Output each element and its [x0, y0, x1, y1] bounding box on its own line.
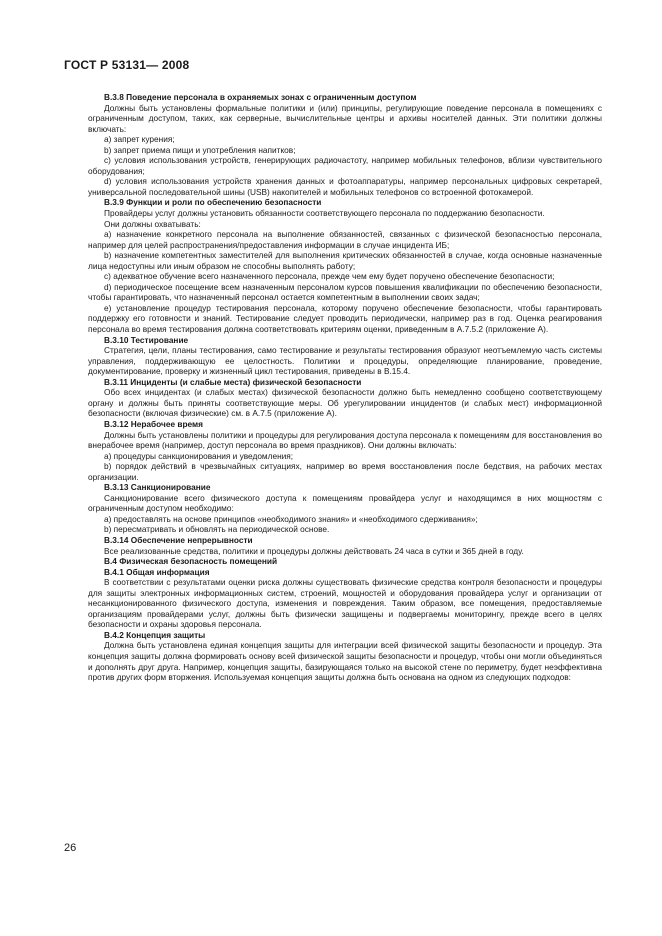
paragraph: a) процедуры санкционирования и уведомления; [104, 450, 294, 461]
paragraph: Должны быть установлены формальные политики и (или) принципы, регулирующие поведение персонала в помещениях с ограниченным доступом, таких, как серверные, вычислительные центры и архивы носителей данных. Эти политики должны включать: [88, 102, 602, 134]
section-heading: B.4.1 Общая информация [104, 566, 210, 577]
paragraph: a) назначение конкретного персонала на выполнение обязанностей, связанных с физической безопасностью персонала, например для целей распространения/предоставления информации в случае инцидента ИБ; [88, 229, 602, 250]
paragraph: Провайдеры услуг должны установить обязанности соответствующего персонала по поддержанию безопасности. [104, 208, 545, 219]
section-heading: B.3.10 Тестирование [104, 334, 189, 345]
document-body [88, 92, 602, 683]
paragraph: a) предоставлять на основе принципов «необходимого знания» и «необходимого сдерживания»; [104, 513, 478, 524]
paragraph: e) установление процедур тестирования персонала, которому поручено обеспечение безопасности, чтобы гарантировать поддержку его готовности и знаний. Тестирование следует проводить периодически, например раз в год. Оценка реагирования персонала во время тестирования должна соответствовать критериям оценки, приведенным в A.7.5.2 (приложение A). [88, 302, 602, 335]
section-heading: B.3.8 Поведение персонала в охраняемых зонах с ограниченным доступом [104, 92, 417, 102]
paragraph: b) назначение компетентных заместителей для выполнения критических обязанностей в случае, когда основные назначенные лица недоступны или иным образом не способны выполнять работу; [88, 250, 602, 271]
paragraph: b) запрет приема пищи и употребления напитков; [104, 144, 296, 155]
paragraph: Должны быть установлены политики и процедуры для регулирования доступа персонала к помещениям для восстановления во внерабочее время (например, доступ персонала во время праздников). Они должны включать: [88, 429, 602, 451]
paragraph: d) условия использования устройств хранения данных и фотоаппаратуры, например персональных цифровых секретарей, универсальной последовательной шины (USB) накопителей и мобильных телефонов со встроенной фотокамерой. [88, 176, 602, 197]
paragraph: Должна быть установлена единая концепция защиты для интеграции всей физической защиты безопасности и процедур. Эта концепция защиты должна формировать основу всей физической защиты безопасности и процедур, чтобы они могли объединяться и дополнять друг друга. Например, концепция защиты, базирующаяся только на высокой стене по периметру, будет неэффективна против других форм вторжения. Используемая концепция защиты должна быть основана на одном из следующих подходов: [88, 640, 602, 683]
section-heading: B.3.13 Санкционирование [104, 482, 211, 493]
section-heading: B.4.2 Концепция защиты [104, 629, 206, 640]
section-heading: B.4 Физическая безопасность помещений [104, 556, 278, 567]
paragraph: Санкционирование всего физического доступа к помещениям провайдера услуг и находящимся в них мощностям с ограниченным доступом необходимо: [88, 492, 602, 514]
paragraph: c) адекватное обучение всего назначенного персонала, прежде чем ему будет поручено обеспечение безопасности; [104, 271, 555, 282]
paragraph: b) пересматривать и обновлять на периодической основе. [104, 524, 330, 535]
page-number: 26 [64, 842, 77, 854]
paragraph: В соответствии с результатами оценки риска должны существовать физические средства контроля безопасности и процедуры для защиты электронных информационных систем, строений, мощностей и оборудования провайдера услуг и организации от несанкционированного физического доступа, изменения и повреждения. Таким образом, все помещения, предоставляемые организациям провайдерами услуг, должны быть физически защищены и подвергаемы мониторингу, прежде всего в целях безопасности и охраны здоровья персонала. [88, 577, 602, 630]
paragraph: Стратегия, цели, планы тестирования, само тестирование и результаты тестирования образуют неотъемлемую часть системы управления, поддерживающую ее целостность. Политики и процедуры, определяющие планирование, проведение, документирование, проверку и жизненный цикл тестирования, приведены в B.15.4. [88, 345, 602, 377]
document-header: ГОСТ Р 53131— 2008 [64, 58, 190, 72]
paragraph: Обо всех инцидентах (и слабых местах) физической безопасности должно быть немедленно сообщено соответствующему органу и должны быть приняты соответствующие меры. Об урегулировании инцидентов (и слабых мест) информационной безопасности (включая физические) см. в A.7.5 (приложение A). [88, 387, 602, 419]
paragraph: c) условия использования устройств, генерирующих радиочастоту, например мобильных телефонов, вблизи чувствительного оборудования; [88, 155, 602, 176]
paragraph: b) порядок действий в чрезвычайных ситуациях, например во время восстановления после бедствия, на рабочих местах организации. [88, 461, 602, 482]
paragraph: Они должны охватывать: [104, 218, 201, 229]
paragraph: Все реализованные средства, политики и процедуры должны действовать 24 часа в сутки и 365 дней в году. [104, 545, 524, 556]
section-heading: B.3.11 Инциденты (и слабые места) физической безопасности [104, 376, 362, 387]
section-heading: B.3.9 Функции и роли по обеспечению безопасности [104, 197, 322, 208]
paragraph: a) запрет курения; [104, 134, 175, 145]
section-heading: B.3.14 Обеспечение непрерывности [104, 534, 253, 545]
section-heading: B.3.12 Нерабочее время [104, 418, 204, 429]
paragraph: d) периодическое посещение всем назначенным персоналом курсов повышения квалификации по обеспечению безопасности, чтобы гарантировать, что назначенный персонал остается компетентным в выполнении своих задач; [88, 281, 602, 303]
